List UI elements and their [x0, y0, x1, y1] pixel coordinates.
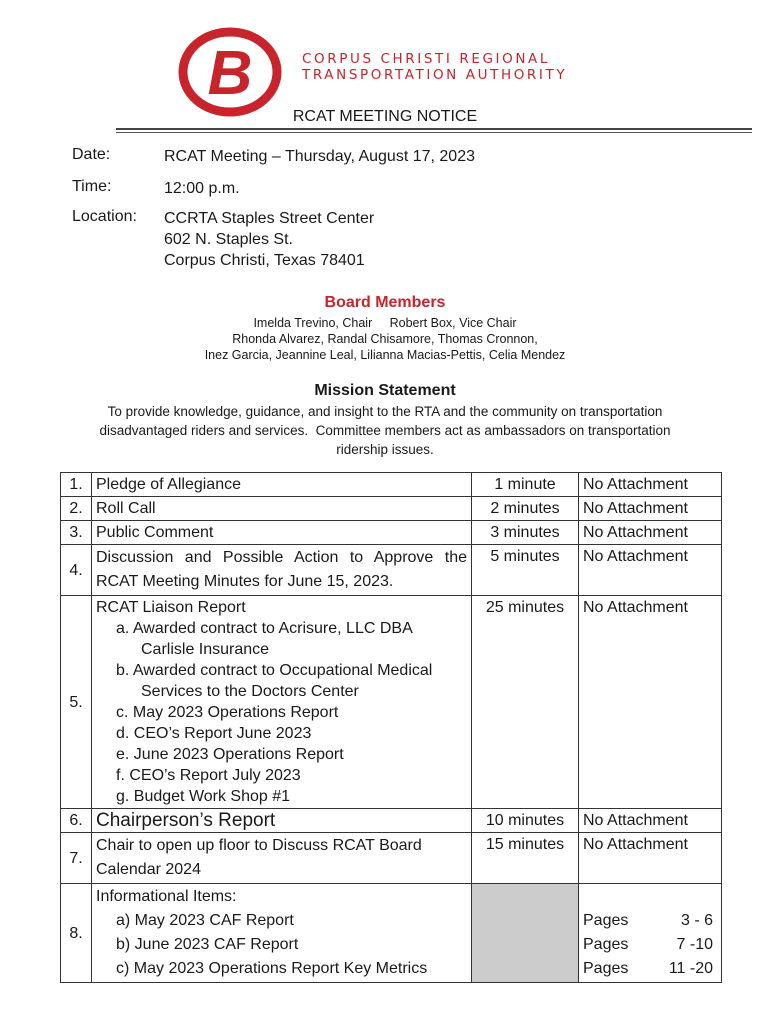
- item-title: Pledge of Allegiance: [92, 473, 472, 497]
- list-item: d. CEO’s Report June 2023: [116, 725, 312, 742]
- item-number: 2.: [61, 497, 92, 521]
- item-attachment: No Attachment: [579, 596, 722, 809]
- item-number: 7.: [61, 833, 92, 884]
- item-time: 10 minutes: [472, 809, 579, 833]
- list-item: a. Awarded contract to Acrisure, LLC DBA Carlisle Insurance: [116, 620, 412, 658]
- item-time: 1 minute: [472, 473, 579, 497]
- agenda-row: [61, 884, 722, 983]
- time-value: 12:00 p.m.: [164, 180, 240, 197]
- agenda-table: [60, 472, 722, 983]
- logo-letter: B: [207, 39, 253, 108]
- page-range: Pages 3 - 6: [583, 912, 713, 929]
- item-number: 8.: [61, 884, 92, 983]
- board-line: Inez Garcia, Jeannine Leal, Lilianna Macias-Pettis, Celia Mendez: [204, 348, 566, 362]
- item-attachment: No Attachment: [579, 809, 722, 833]
- liaison-subitems: [96, 618, 467, 807]
- item-attachment: No Attachment: [579, 473, 722, 497]
- item-time-empty: [472, 884, 579, 983]
- item-title-cell: [92, 884, 472, 983]
- date-value: RCAT Meeting – Thursday, August 17, 2023: [164, 148, 475, 165]
- page-range: Pages 7 -10: [583, 936, 713, 953]
- rta-logo-icon: [178, 26, 288, 118]
- board-line: Imelda Trevino, Chair Robert Box, Vice Chair: [253, 316, 517, 330]
- mission-title: Mission Statement: [314, 382, 456, 399]
- location-line: CCRTA Staples Street Center: [164, 210, 375, 227]
- item-attachment: No Attachment: [579, 497, 722, 521]
- item-title: Roll Call: [92, 497, 472, 521]
- agenda-row: [61, 809, 722, 833]
- item-time: 3 minutes: [472, 521, 579, 545]
- item-title-cell: [92, 596, 472, 809]
- notice-title: RCAT MEETING NOTICE: [292, 108, 478, 125]
- org-logo: [178, 26, 598, 116]
- org-name: [302, 51, 567, 83]
- location-line: 602 N. Staples St.: [164, 231, 293, 248]
- board-title: Board Members: [324, 294, 446, 311]
- location-value: [164, 208, 374, 271]
- org-name-line2: TRANSPORTATION AUTHORITY: [302, 67, 568, 83]
- header-rule-thick: [116, 128, 752, 130]
- item-number: 4.: [61, 545, 92, 596]
- location-line: Corpus Christi, Texas 78401: [164, 252, 365, 269]
- item-time: 5 minutes: [472, 545, 579, 596]
- header-rule-thin: [116, 132, 752, 133]
- agenda-row: [61, 596, 722, 809]
- informational-subitems: [96, 909, 467, 981]
- list-item: c) May 2023 Operations Report Key Metrics: [116, 960, 428, 977]
- agenda-row: [61, 497, 722, 521]
- item-number: 5.: [61, 596, 92, 809]
- item-title: Public Comment: [92, 521, 472, 545]
- agenda-row: [61, 473, 722, 497]
- time-label: Time:: [72, 178, 112, 195]
- mission-line: To provide knowledge, guidance, and insight to the RTA and the community on transportation: [107, 404, 663, 419]
- item-title: Informational Items:: [96, 888, 237, 905]
- item-pages: [579, 884, 722, 983]
- list-item: c. May 2023 Operations Report: [116, 704, 339, 721]
- location-label: Location:: [72, 208, 137, 225]
- item-number: 6.: [61, 809, 92, 833]
- mission-line: ridership issues.: [336, 442, 434, 457]
- item-attachment: No Attachment: [579, 521, 722, 545]
- mission-text: [0, 402, 770, 459]
- date-label: Date:: [72, 146, 111, 163]
- agenda-row: [61, 833, 722, 884]
- board-line: Rhonda Alvarez, Randal Chisamore, Thomas Cronnon,: [232, 332, 538, 346]
- page-range: Pages 11 -20: [583, 960, 713, 977]
- agenda-row: [61, 545, 722, 596]
- item-time: 15 minutes: [472, 833, 579, 884]
- list-item: b. Awarded contract to Occupational Medical Services to the Doctors Center: [116, 662, 433, 700]
- list-item: a) May 2023 CAF Report: [116, 912, 294, 929]
- org-name-line1: CORPUS CHRISTI REGIONAL: [302, 51, 550, 67]
- item-title: Chairperson’s Report: [92, 809, 472, 833]
- item-attachment: No Attachment: [579, 545, 722, 596]
- item-time: 2 minutes: [472, 497, 579, 521]
- item-number: 1.: [61, 473, 92, 497]
- item-number: 3.: [61, 521, 92, 545]
- item-title: Discussion and Possible Action to Approve the RCAT Meeting Minutes for June 15, 2023.: [92, 545, 472, 596]
- list-item: e. June 2023 Operations Report: [116, 746, 344, 763]
- list-item: f. CEO’s Report July 2023: [116, 767, 301, 784]
- agenda-row: [61, 521, 722, 545]
- mission-line: disadvantaged riders and services. Committee members act as ambassadors on transportation: [99, 423, 671, 438]
- list-item: g. Budget Work Shop #1: [116, 788, 291, 805]
- item-title: RCAT Liaison Report: [96, 599, 246, 616]
- item-attachment: No Attachment: [579, 833, 722, 884]
- list-item: b) June 2023 CAF Report: [116, 936, 299, 953]
- item-time: 25 minutes: [472, 596, 579, 809]
- item-title: Chair to open up floor to Discuss RCAT Board Calendar 2024: [92, 833, 472, 884]
